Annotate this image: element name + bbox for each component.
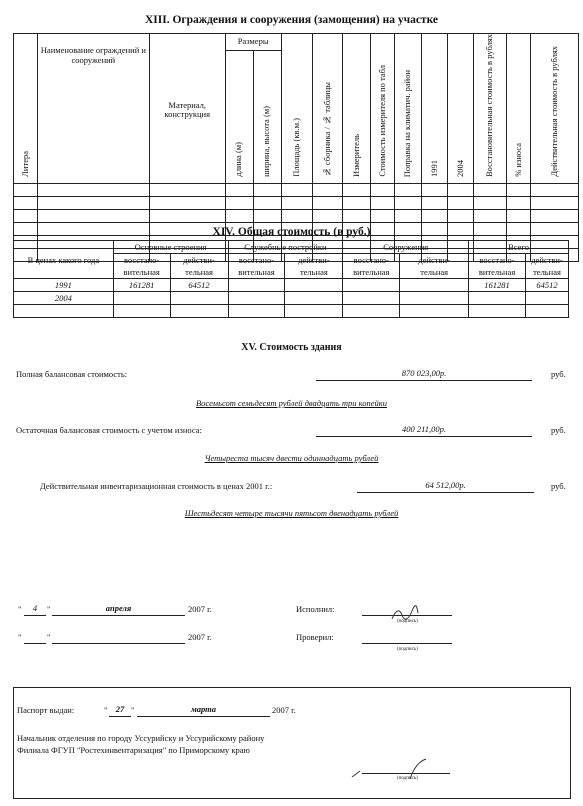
sub-header: тельная bbox=[170, 266, 228, 279]
col-length: длина (м) bbox=[225, 50, 253, 183]
signature-scribble bbox=[350, 757, 430, 781]
passport-day-underline bbox=[109, 716, 131, 717]
signature-scribble bbox=[390, 605, 420, 623]
checked-label: Проверил: bbox=[296, 632, 334, 642]
group-header: Основные строения bbox=[113, 241, 228, 254]
checked-signature-caption: (подпись) bbox=[397, 647, 418, 652]
passport-month: марта bbox=[190, 704, 217, 714]
date1-open-quote: " bbox=[18, 604, 22, 614]
passport-box bbox=[13, 687, 571, 799]
col-sizes: Размеры bbox=[225, 34, 281, 51]
col-table-no: № сборника / № таблицы bbox=[312, 34, 343, 184]
full-balance-value: 870 023,00р. bbox=[401, 368, 447, 378]
price-year-header: В ценах какого года bbox=[14, 241, 114, 279]
sub-header: восстано- bbox=[228, 254, 285, 267]
col-wear: % износа bbox=[507, 34, 531, 184]
sub-header: вительная bbox=[113, 266, 170, 279]
col-actual: Действительная стоимость в рублях bbox=[531, 34, 579, 184]
residual-value: 400 211,00р. bbox=[402, 424, 446, 434]
date1-month: апреля bbox=[105, 603, 132, 613]
col-name: Наименование ограждений и сооружений bbox=[37, 34, 149, 184]
col-1991: 1991 bbox=[422, 34, 448, 184]
sub-header: тельная bbox=[400, 266, 469, 279]
group-header: Сооружения bbox=[343, 241, 469, 254]
section13-title: XIII. Ограждения и сооружения (замощения) на участке bbox=[144, 14, 439, 26]
sub-header: тельная bbox=[526, 266, 569, 279]
date2-day-underline bbox=[24, 643, 46, 644]
sub-header: восстано- bbox=[469, 254, 526, 267]
table-row: 2004 bbox=[14, 292, 569, 305]
date1-day: 4 bbox=[32, 603, 38, 613]
sub-header: тельная bbox=[285, 266, 343, 279]
col-restoration: Восстановительная стоимость в рублях bbox=[474, 34, 507, 184]
passport-year: 2007 г. bbox=[272, 705, 296, 715]
full-balance-label: Полная балансовая стоимость: bbox=[16, 369, 128, 379]
sub-header: действи- bbox=[400, 254, 469, 267]
full-balance-underline bbox=[316, 380, 532, 381]
section14-title: XIV. Общая стоимость (в руб.) bbox=[212, 226, 371, 238]
currency-label: руб. bbox=[551, 425, 566, 435]
residual-words: Четыреста тысяч двести одиннадцать рублей bbox=[204, 453, 379, 463]
date2-year: 2007 г. bbox=[188, 632, 212, 642]
inventory-underline bbox=[357, 492, 534, 493]
passport-month-underline bbox=[137, 716, 270, 717]
executed-signature-caption: (подпись) bbox=[397, 619, 418, 624]
col-correction: Поправка на климатич. район bbox=[395, 34, 422, 184]
col-cost: Стоимость измерителя по табл bbox=[371, 34, 395, 184]
currency-label: руб. bbox=[551, 369, 566, 379]
total-cost-table bbox=[13, 240, 569, 318]
inventory-value: 64 512,00р. bbox=[425, 480, 466, 490]
residual-label: Остаточная балансовая стоимость с учетом износа: bbox=[16, 425, 202, 435]
passport-close-quote: " bbox=[131, 705, 135, 715]
residual-underline bbox=[316, 436, 532, 437]
date1-day-underline bbox=[24, 615, 46, 616]
sub-header: восстано- bbox=[343, 254, 400, 267]
passport-label: Паспорт выдан: bbox=[17, 705, 75, 715]
date1-year: 2007 г. bbox=[188, 604, 212, 614]
table-row: 1991 161281 64512 161281 64512 bbox=[14, 279, 569, 292]
currency-label: руб. bbox=[551, 481, 566, 491]
sub-header: вительная bbox=[228, 266, 285, 279]
sub-header: вительная bbox=[343, 266, 400, 279]
inventory-words: Шестьдесят четыре тысячи пятьсот двенадцать рублей bbox=[184, 508, 399, 518]
table-row bbox=[14, 209, 579, 222]
col-material: Материал, конструкция bbox=[149, 34, 225, 184]
inventory-label: Действительная инвентаризационная стоимость в ценах 2001 г.: bbox=[40, 481, 273, 491]
col-2004: 2004 bbox=[448, 34, 474, 184]
date2-open-quote: " bbox=[18, 632, 22, 642]
executed-label: Исполнил: bbox=[296, 604, 335, 614]
sub-header: действи- bbox=[285, 254, 343, 267]
section15-title: XV. Стоимость здания bbox=[241, 342, 342, 353]
passport-signature-caption: (подпись) bbox=[397, 776, 418, 781]
table-row bbox=[14, 305, 569, 318]
sub-header: восстано- bbox=[113, 254, 170, 267]
date2-month-underline bbox=[52, 643, 185, 644]
col-area: Площадь (кв.м.) bbox=[281, 34, 312, 184]
date1-month-underline bbox=[52, 615, 185, 616]
col-litera: Литера bbox=[14, 34, 38, 184]
sub-header: вительная bbox=[469, 266, 526, 279]
group-header: Всего bbox=[469, 241, 569, 254]
col-width: ширина, высота (м) bbox=[253, 50, 281, 183]
full-balance-words: Восемьсот семьдесят рублей двадцать три копейки bbox=[195, 398, 388, 408]
passport-issuer-line1: Начальник отделения по городу Уссурийску и Уссурийскому району bbox=[17, 733, 265, 743]
sub-header: действи- bbox=[170, 254, 228, 267]
passport-open-quote: " bbox=[104, 705, 108, 715]
passport-day: 27 bbox=[115, 704, 125, 714]
checked-signature-line bbox=[362, 643, 452, 644]
passport-issuer-line2: Филиала ФГУП "Ростехинвентаризация" по Приморскому краю bbox=[17, 745, 250, 755]
table-row bbox=[14, 196, 579, 209]
date1-close-quote: " bbox=[47, 604, 51, 614]
table-row bbox=[14, 183, 579, 196]
group-header: Служебные постройки bbox=[228, 241, 343, 254]
col-meter: Измеритель bbox=[343, 34, 371, 184]
date2-close-quote: " bbox=[47, 632, 51, 642]
sub-header: действи- bbox=[526, 254, 569, 267]
